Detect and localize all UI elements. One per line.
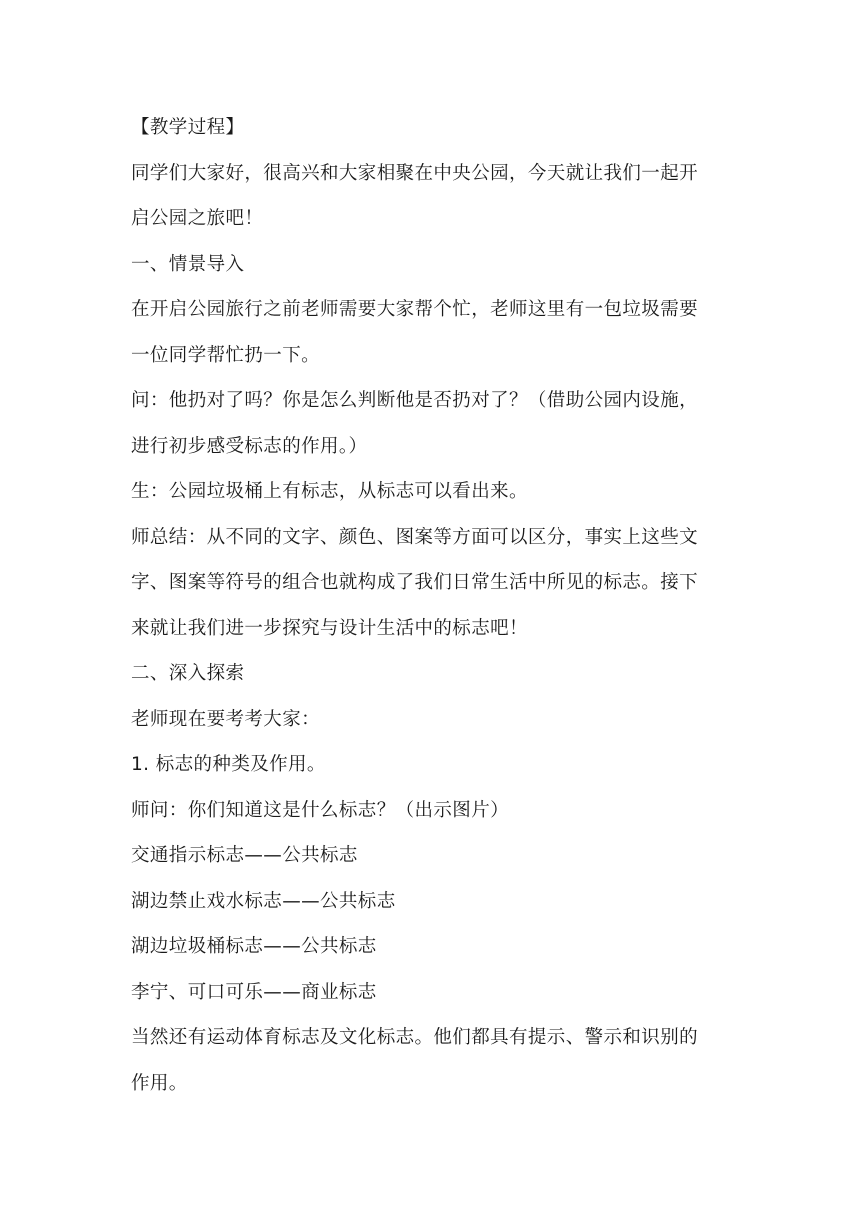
section-heading-teaching-process: 【教学过程】	[131, 117, 245, 138]
list-item: 李宁、可口可乐——商业标志	[131, 981, 377, 1003]
list-item: 1. 标志的种类及作用。	[131, 754, 326, 775]
paragraph-line: 当然还有运动体育标志及文化标志。他们都具有提示、警示和识别的	[131, 1027, 699, 1048]
paragraph-line: 作用。	[131, 1072, 188, 1094]
paragraph-line: 在开启公园旅行之前老师需要大家帮个忙，老师这里有一包垃圾需要	[131, 299, 699, 320]
paragraph-line: 字、图案等符号的组合也就构成了我们日常生活中所见的标志。接下	[131, 572, 699, 593]
section-heading-explore: 二、深入探索	[131, 663, 245, 684]
paragraph-line: 师问：你们知道这是什么标志？（出示图片）	[131, 799, 510, 821]
paragraph-line: 来就让我们进一步探究与设计生活中的标志吧！	[131, 617, 528, 639]
list-item: 交通指示标志——公共标志	[131, 845, 358, 866]
paragraph-line: 进行初步感受标志的作用。）	[131, 435, 368, 457]
list-item: 湖边垃圾桶标志——公共标志	[131, 936, 377, 957]
paragraph-line: 生：公园垃圾桶上有标志，从标志可以看出来。	[131, 481, 528, 502]
list-item: 湖边禁止戏水标志——公共标志	[131, 890, 396, 912]
paragraph-line: 师总结：从不同的文字、颜色、图案等方面可以区分，事实上这些文	[131, 526, 699, 548]
section-heading-intro: 一、情景导入	[131, 253, 245, 275]
paragraph-line: 同学们大家好，很高兴和大家相聚在中央公园，今天就让我们一起开	[131, 162, 699, 184]
document-body	[131, 105, 731, 1106]
paragraph-line: 问：他扔对了吗？你是怎么判断他是否扔对了？（借助公园内设施，	[131, 390, 699, 411]
paragraph-line: 老师现在要考考大家：	[131, 708, 321, 730]
paragraph-line: 启公园之旅吧！	[131, 208, 264, 229]
paragraph-line: 一位同学帮忙扔一下。	[131, 344, 321, 366]
